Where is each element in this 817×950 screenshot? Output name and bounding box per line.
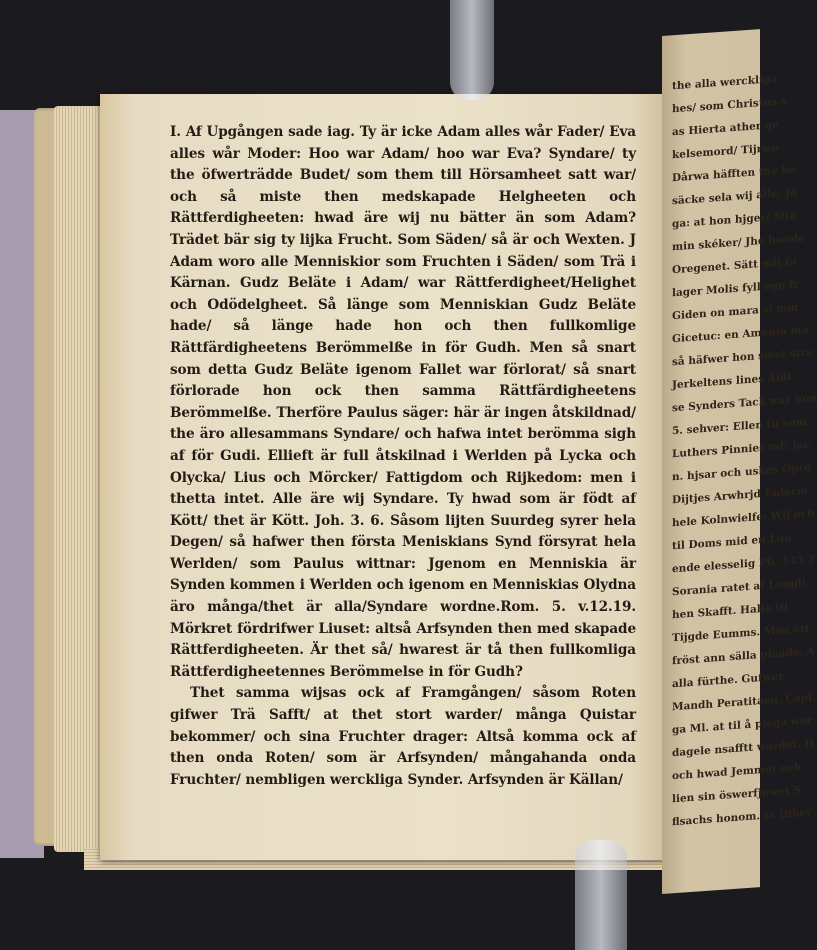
facing-line: til Doms mid en Lun — [672, 531, 792, 553]
facing-line: ga Ml. at til å plega wor — [672, 714, 813, 737]
facing-line: lien sin öswerfjuwet S — [672, 784, 802, 806]
page-clip-bottom — [575, 840, 627, 950]
facing-line: se Synders Tack war hon — [672, 392, 817, 415]
facing-line: lager Molis fyll ege fr — [672, 278, 799, 300]
page-clip-top — [450, 0, 494, 100]
facing-line: fröst ann sälla plaade. A — [672, 645, 815, 668]
facing-line: Tijgde Eumms. Men ett — [672, 622, 810, 645]
facing-page — [662, 29, 817, 894]
facing-line: Giden on mara si mm — [672, 301, 799, 323]
left-page — [100, 94, 678, 860]
facing-line: Dijtjes Arwhrjd Enlecm — [672, 484, 809, 507]
page-edges — [54, 106, 104, 852]
facing-line: Jerkeltens lines Aldt — [672, 370, 793, 392]
facing-line: hele Kolnwielfe: Wij och — [672, 507, 815, 530]
facing-line: Mandh Peratitaen. Capt. — [672, 691, 817, 714]
facing-line: 5. sehver: Ellen tu som — [672, 415, 807, 438]
facing-line: n. hjsar och uskes Oprg — [672, 461, 812, 484]
facing-page-text — [672, 69, 817, 834]
facing-line: så häfwer hon sieet stra — [672, 346, 814, 369]
facing-line: min skéker/ Jhe hunde — [672, 231, 806, 254]
facing-line: säcke sela wij alle. Jo — [672, 186, 797, 208]
facing-line: dagele nsafftt wardet. H — [672, 737, 815, 760]
facing-line: flsachs honom. Ja Diber — [672, 806, 812, 829]
facing-line: ende elesselig Pli. 145.2 — [672, 553, 815, 576]
facing-line: Gicetuc: en Amenia ma — [672, 323, 809, 346]
page-text — [170, 122, 636, 791]
facing-line: Luthers Pinnies mf: Jac — [672, 438, 810, 461]
facing-line: alla fürthe. Gufwer — [672, 670, 784, 691]
facing-line: kelsemord/ Tijrwo — [672, 141, 779, 162]
facing-line: hen Skafft. Halle til — [672, 601, 788, 622]
paragraph-2: Thet samma wijsas ock af Framgången/ såsom Roten gifwer Trä Safft/ at thet stort warder/ många Quistar bekommer/ och sina Fruchter drager: Altså komma ock af then onda Roten/ som är Arfsynden/ mångahanda onda Fruchter/ nembligen werckliga Synder. Arfsynden är Källan/ — [170, 685, 636, 788]
facing-line: Dårwa häfften the be — [672, 163, 796, 185]
facing-line: ga: at hon hjger/ Min — [672, 209, 797, 231]
facing-line: hes/ som Christus s — [672, 95, 787, 116]
facing-line: och hwad Jemmet och — [672, 761, 802, 783]
facing-line: the alla werckliga — [672, 72, 778, 93]
facing-line: as Hierta ather ge — [672, 118, 779, 139]
paragraph-1: I. Af Upgången sade iag. Ty är icke Adam alles wår Fader/ Eva alles wår Moder: Hoo war Adam/ hoo war Eva? Syndare/ ty the öfwerträdde Budet/ som them till Hörsamheet satt war/ och så miste then medskapade Helgheeten och Rättferdigheeten: hwad äre wij nu bätter än som Adam? Trädet bär sig ty lijka Frucht. Som Säden/ så är och Wexten. J Adam woro alle Menniskior som Fruchten i Säden/ som Trä i Kärnan. Gudz Beläte i Adam/ war Rättferdigheet/Helighet och Odödelgheet. Så länge som Menniskian Gudz Beläte hade/ så länge hade hon och then fullkomlige Rättfärdigheetens Berömmelße in för Gudh. Men så snart som detta Gudz Beläte igenom Fallet war förlorat/ så snart förlorade hon ock then samma Rättfärdigheetens Berömmelße. Therföre Paulus säger: här är ingen åtskildnad/ the äro allesammans Syndare/ och hafwa intet berömma sigh af för Gudi. Ellieft är full åtskilnad i Werlden på Lycka och Olycka/ Lius och Mörcker/ Fattigdom och Rijkedom: men i thetta intet. Alle äre wij Syndare. Ty hwad som är födt af Kött/ thet är Kött. Joh. 3. 6. Såsom lijten Suurdeg syrer hela Degen/ så hafwer then första Meniskians Synd försyrat hela Werlden/ som Paulus wittnar: Jgenom en Menniskia är Synden kommen i Werlden och igenom en Menniskias Olydna äro många/thet är alla/Syndare wordne.Rom. 5. v.12.19. Mörkret fördrifwer Liuset: altså Arfsynden then med skapade Rättferdigheeten. Är thet så/ hwarest är tå then fullkomliga Rättferdigheetennes Berömmelse in för Gudh? — [170, 124, 636, 680]
facing-line: Oregenet. Sätt mit ta — [672, 255, 797, 277]
facing-line: Sorania ratet af Longli — [672, 576, 806, 599]
